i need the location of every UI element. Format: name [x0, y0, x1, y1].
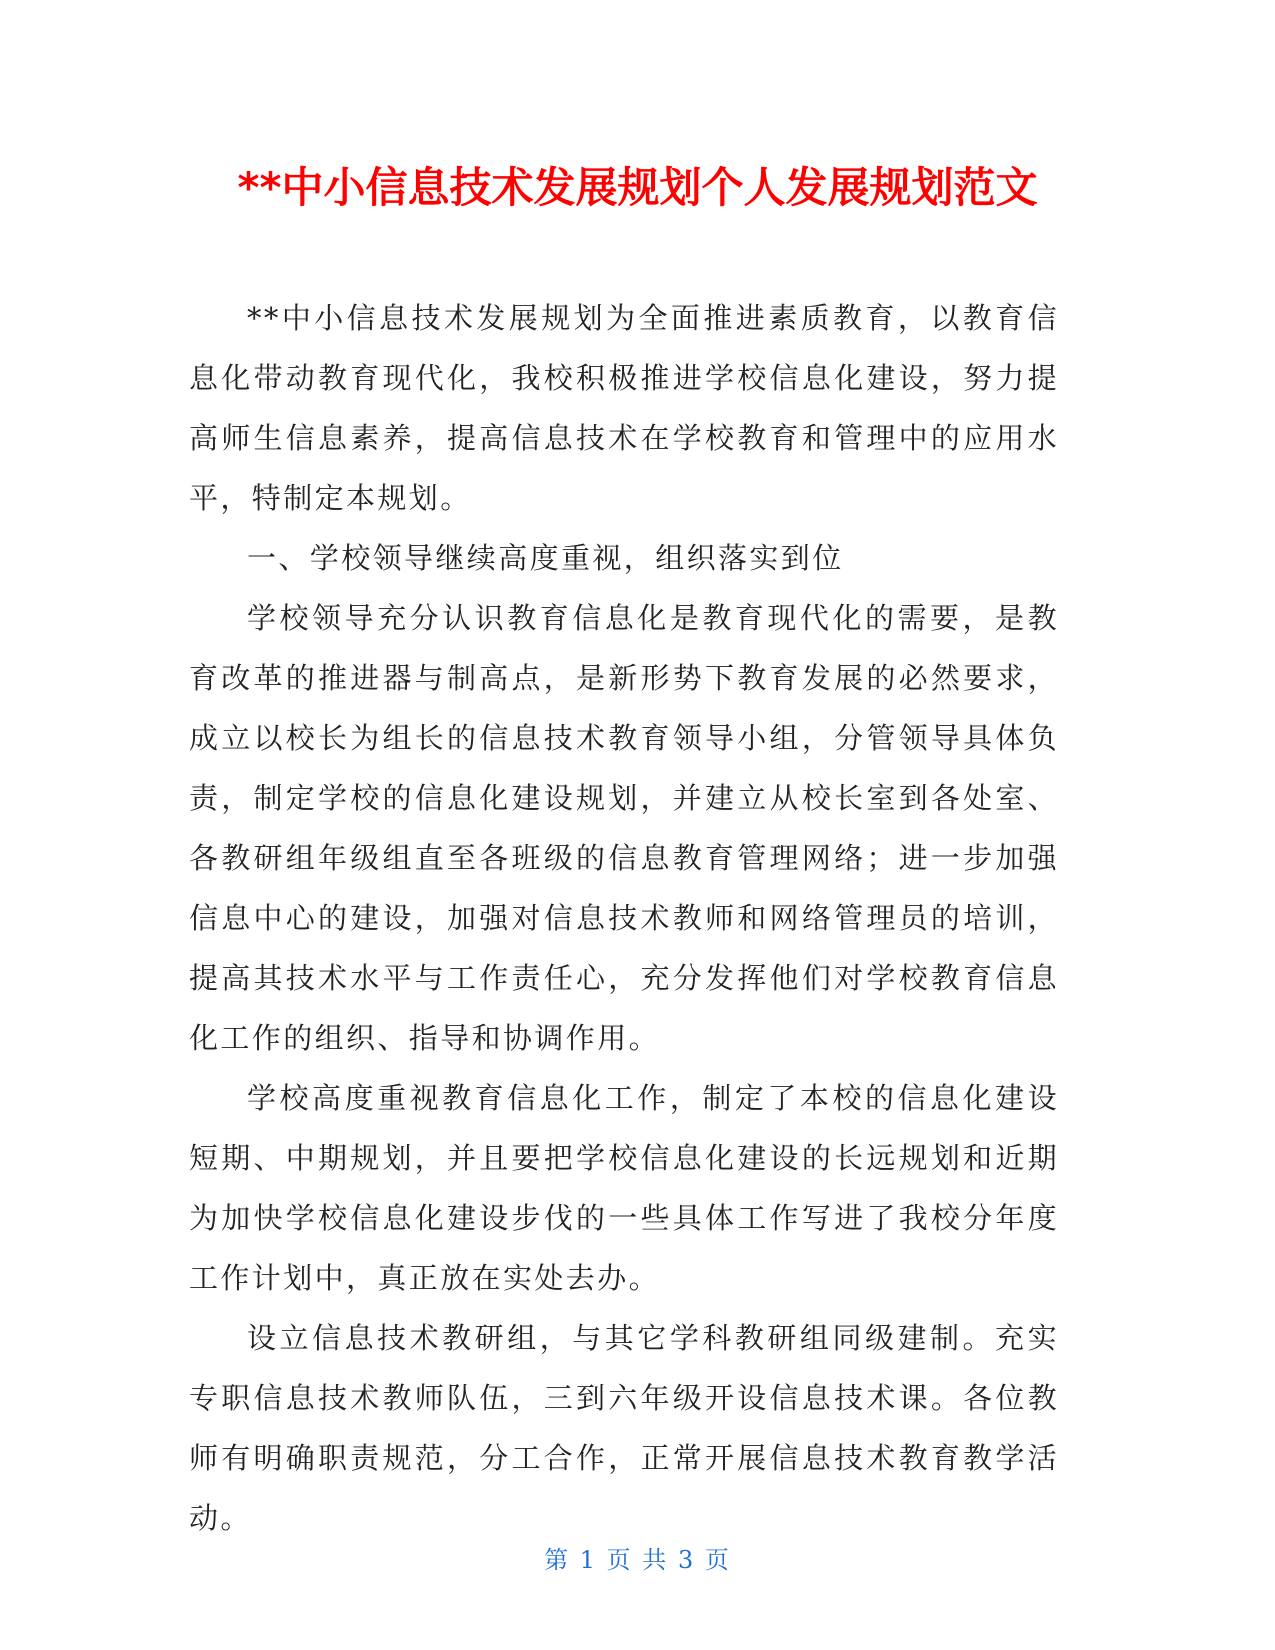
paragraph-intro: **中小信息技术发展规划为全面推进素质教育，以教育信息化带动教育现代化，我校积极推进学校信息化建设，努力提高师生信息素养，提高信息技术在学校教育和管理中的应用水平，特制定本规划。 — [189, 301, 1059, 515]
paragraph-planning: 学校高度重视教育信息化工作，制定了本校的信息化建设短期、中期规划，并且要把学校信息化建设的长远规划和近期为加快学校信息化建设步伐的一些具体工作写进了我校分年度工作计划中，真正放在实处去办。 — [189, 1081, 1059, 1295]
section-heading-1: 一、学校领导继续高度重视，组织落实到位 — [247, 541, 844, 575]
page-number-footer: 第 1 页 共 3 页 — [544, 1546, 731, 1574]
document-body — [189, 288, 1059, 1548]
document-title: **中小信息技术发展规划个人发展规划范文 — [237, 163, 1038, 212]
paragraph-leadership: 学校领导充分认识教育信息化是教育现代化的需要，是教育改革的推进器与制高点，是新形势下教育发展的必然要求，成立以校长为组长的信息技术教育领导小组，分管领导具体负责，制定学校的信息化建设规划，并建立从校长室到各处室、各教研组年级组直至各班级的信息教育管理网络；进一步加强信息中心的建设，加强对信息技术教师和网络管理员的培训，提高其技术水平与工作责任心，充分发挥他们对学校教育信息化工作的组织、指导和协调作用。 — [189, 601, 1059, 1055]
paragraph-teaching-group: 设立信息技术教研组，与其它学科教研组同级建制。充实专职信息技术教师队伍，三到六年级开设信息技术课。各位教师有明确职责规范，分工合作，正常开展信息技术教育教学活动。 — [189, 1321, 1059, 1535]
